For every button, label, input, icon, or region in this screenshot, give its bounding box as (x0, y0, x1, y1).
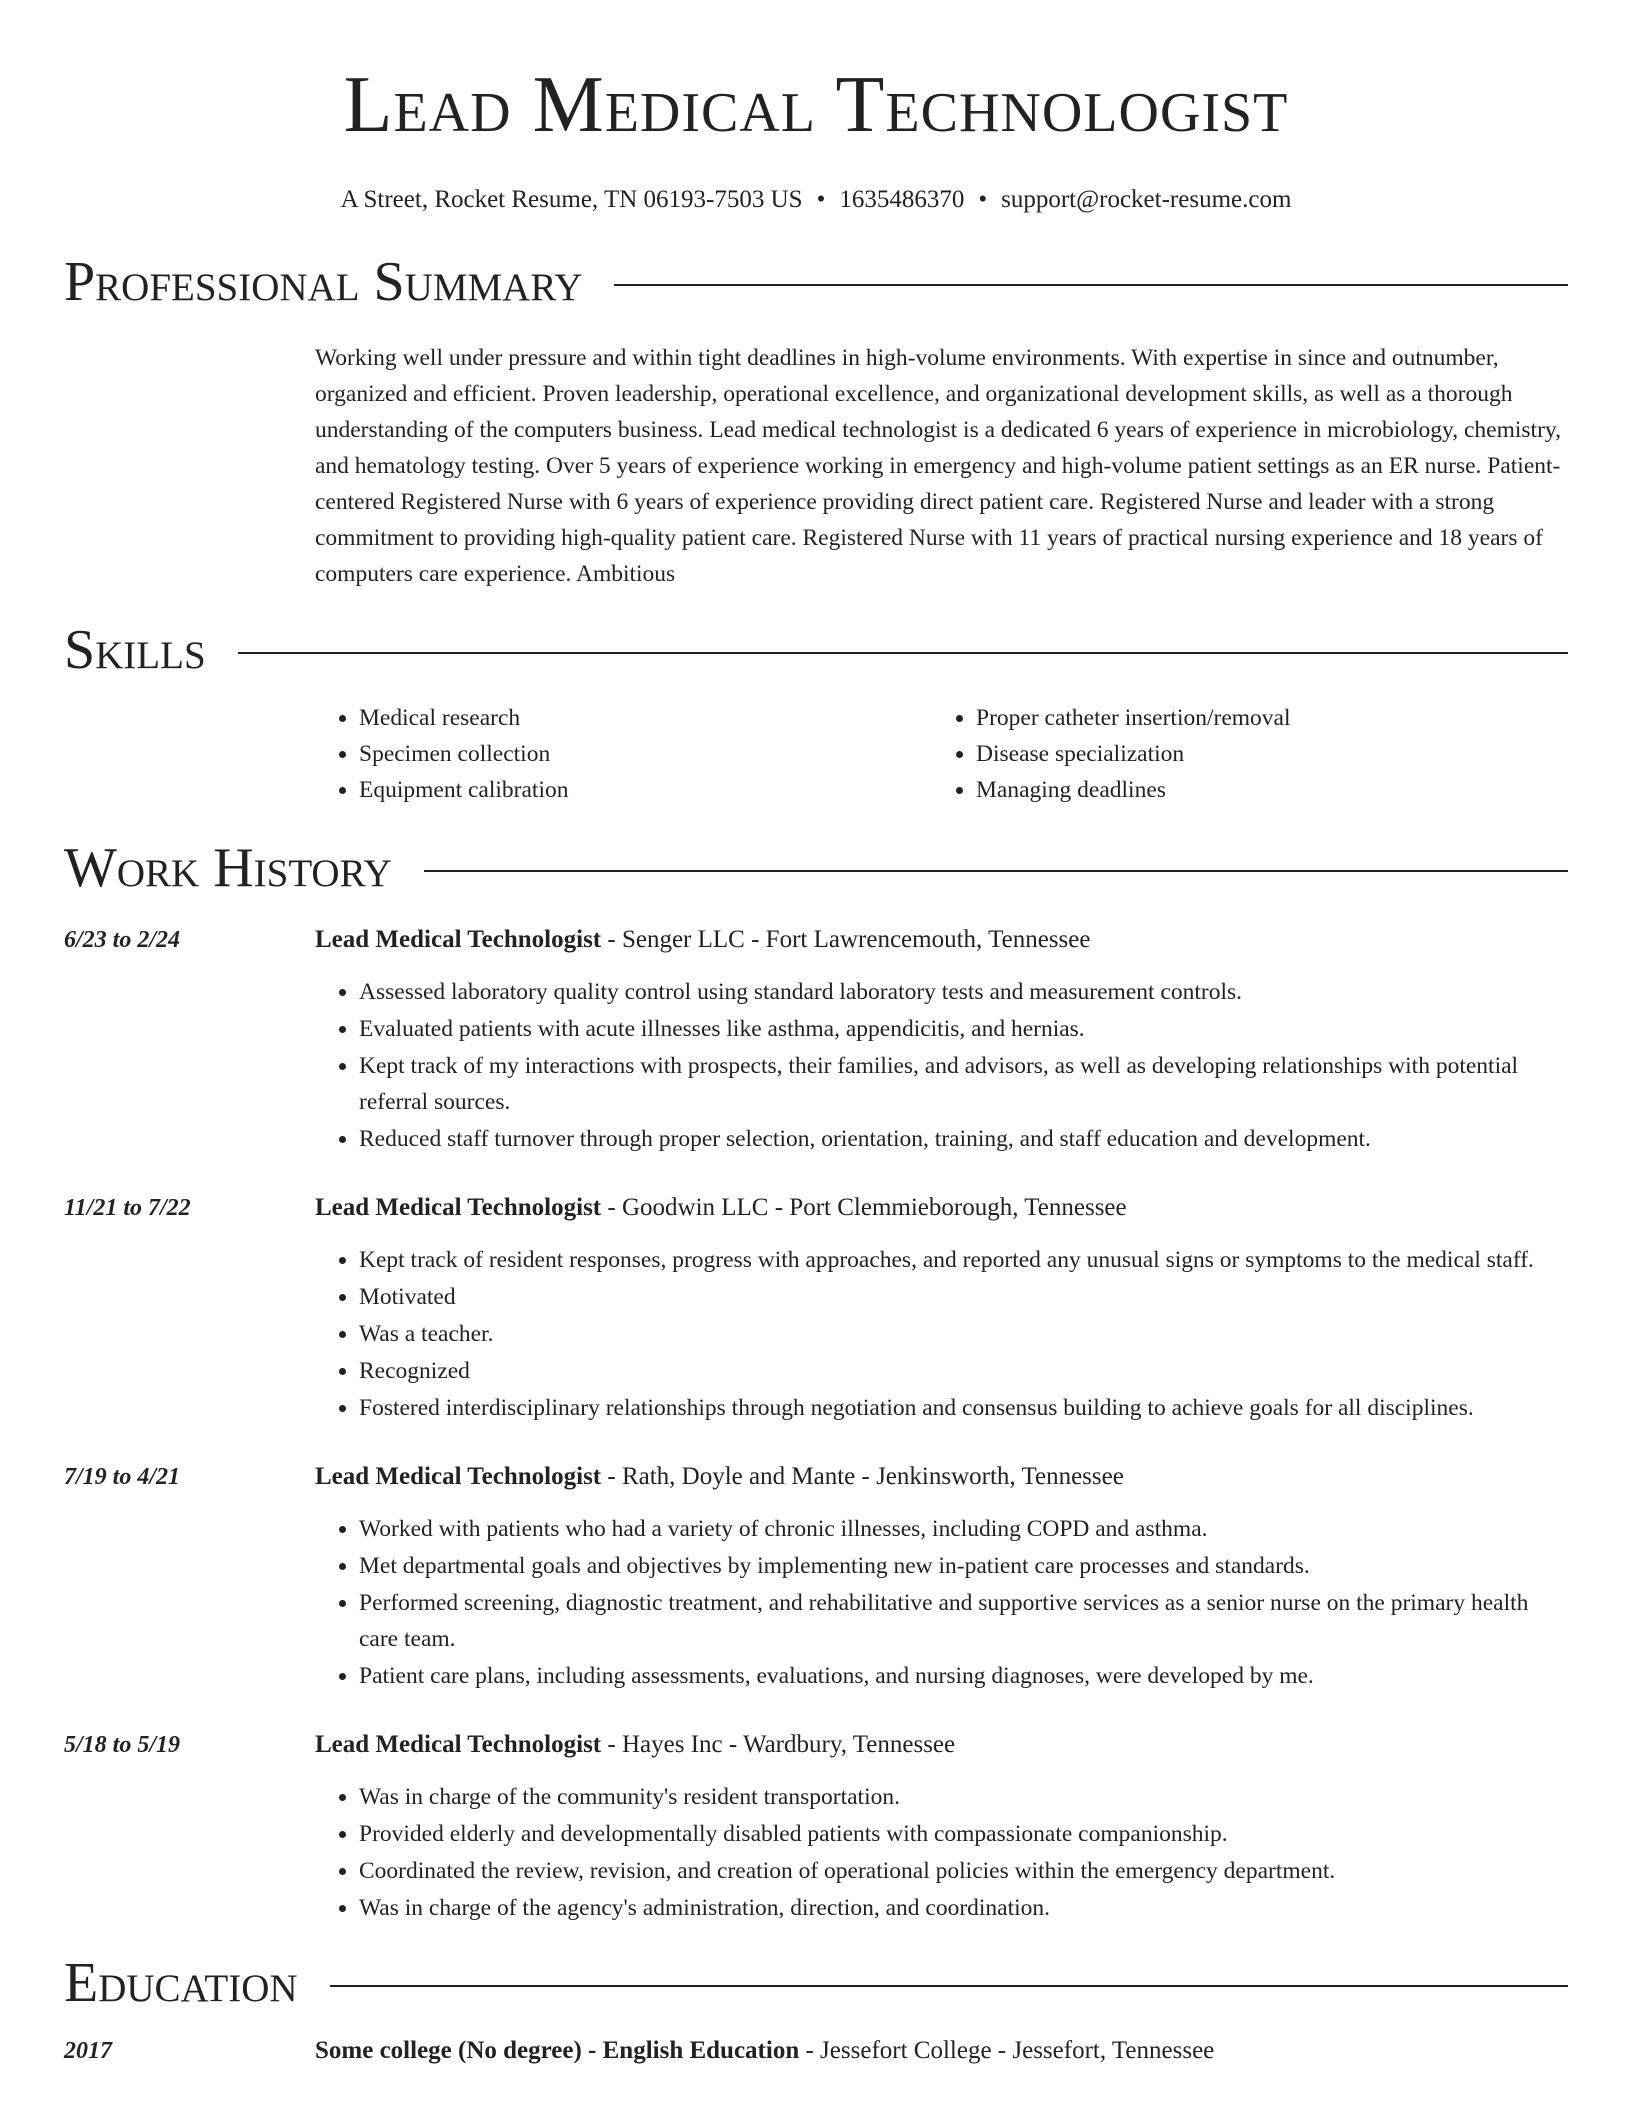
education-line (315, 2033, 1568, 2069)
job-bullets (315, 1511, 1568, 1694)
section-divider (424, 870, 1568, 872)
education-heading: Education (64, 1952, 298, 2014)
job-bullets (315, 1779, 1568, 1926)
job-bullet: • Patient care plans, including assessments, evaluations, and nursing diagnoses, were developed by me. (359, 1658, 1568, 1694)
contact-address: A Street, Rocket Resume, TN 06193-7503 US (340, 186, 803, 213)
job-entry (64, 1727, 1568, 1927)
skills-section-header (64, 618, 1568, 682)
job-entry (64, 1190, 1568, 1427)
job-bullet: • Recognized (359, 1353, 1568, 1389)
section-divider (614, 284, 1568, 286)
education-degree: Some college (No degree) - English Education (315, 2037, 800, 2064)
contact-separator: • (978, 186, 988, 213)
skills-list (315, 700, 1568, 808)
skill-item: • Proper catheter insertion/removal (976, 700, 1549, 736)
skill-item: • Managing deadlines (976, 772, 1549, 808)
section-divider (238, 652, 1568, 654)
job-bullet: • Motivated (359, 1279, 1568, 1315)
job-title-line (315, 922, 1568, 958)
job-bullet: • Kept track of my interactions with prospects, their families, and advisors, as well as developing relationships with potential referral sources. (359, 1048, 1568, 1120)
contact-email: support@rocket-resume.com (1001, 186, 1292, 213)
job-bullets (315, 974, 1568, 1157)
job-role: Lead Medical Technologist (315, 926, 602, 953)
job-title-line (315, 1459, 1568, 1495)
skill-item: • Specimen collection (359, 736, 932, 772)
job-role: Lead Medical Technologist (315, 1463, 602, 1490)
job-bullet: • Assessed laboratory quality control using standard laboratory tests and measurement controls. (359, 974, 1568, 1010)
job-role: Lead Medical Technologist (315, 1194, 602, 1221)
job-bullet: • Worked with patients who had a variety of chronic illnesses, including COPD and asthma. (359, 1511, 1568, 1547)
job-bullet: • Was in charge of the agency's administration, direction, and coordination. (359, 1890, 1568, 1926)
education-section-header (64, 1951, 1568, 2015)
skills-column-right (932, 700, 1549, 808)
summary-text: Working well under pressure and within tight deadlines in high-volume environments. With expertise in since and outnumber, organized and efficient. Proven leadership, operational excellence, and organizational development skills, as well as a thorough understanding of the computers business. Lead medical technologist is a dedicated 6 years of experience in microbiology, chemistry, and hematology testing. Over 5 years of experience working in emergency and high-volume patient settings as an ER nurse. Patient-centered Registered Nurse with 6 years of experience providing direct patient care. Registered Nurse and leader with a strong commitment to providing high-quality patient care. Registered Nurse with 11 years of practical nursing experience and 18 years of computers care experience. Ambitious (315, 345, 1561, 587)
contact-phone: 1635486370 (839, 186, 965, 213)
job-bullet: • Reduced staff turnover through proper selection, orientation, training, and staff education and development. (359, 1121, 1568, 1157)
job-bullet: • Was a teacher. (359, 1316, 1568, 1352)
job-details: - Goodwin LLC - Port Clemmieborough, Tennessee (601, 1194, 1127, 1221)
job-bullet: • Was in charge of the community's resident transportation. (359, 1779, 1568, 1815)
skills-column-left (315, 700, 932, 808)
education-details: - Jessefort College - Jessefort, Tennessee (799, 2037, 1215, 2064)
skill-item: • Disease specialization (976, 736, 1549, 772)
contact-line (0, 186, 1632, 214)
job-bullets (315, 1242, 1568, 1426)
skills-heading: Skills (64, 619, 206, 681)
skill-item: • Equipment calibration (359, 772, 932, 808)
job-bullet: • Fostered interdisciplinary relationships through negotiation and consensus building to achieve goals for all disciplines. (359, 1390, 1568, 1426)
education-entry (64, 2033, 1568, 2069)
job-role: Lead Medical Technologist (315, 1731, 602, 1758)
job-bullet: • Provided elderly and developmentally disabled patients with compassionate companionship. (359, 1816, 1568, 1852)
job-bullet: • Kept track of resident responses, progress with approaches, and reported any unusual signs or symptoms to the medical staff. (359, 1242, 1568, 1278)
job-details: - Rath, Doyle and Mante - Jenkinsworth, Tennessee (601, 1463, 1124, 1490)
summary-section-header (64, 250, 1568, 314)
job-details: - Hayes Inc - Wardbury, Tennessee (601, 1731, 956, 1758)
job-dates: 6/23 to 2/24 (64, 927, 181, 953)
education-year: 2017 (64, 2038, 112, 2064)
job-bullet: • Met departmental goals and objectives by implementing new in-patient care processes and standards. (359, 1548, 1568, 1584)
job-details: - Senger LLC - Fort Lawrencemouth, Tennessee (601, 926, 1091, 953)
summary-heading: Professional Summary (64, 251, 583, 313)
work-heading: Work History (64, 837, 392, 899)
job-bullet: • Evaluated patients with acute illnesses like asthma, appendicitis, and hernias. (359, 1011, 1568, 1047)
job-bullet: • Coordinated the review, revision, and creation of operational policies within the emergency department. (359, 1853, 1568, 1889)
resume-name: Lead Medical Technologist (343, 61, 1289, 149)
job-title-line (315, 1727, 1568, 1763)
job-dates: 5/18 to 5/19 (64, 1732, 181, 1758)
job-entry (64, 922, 1568, 1158)
job-dates: 11/21 to 7/22 (64, 1195, 191, 1221)
job-title-line (315, 1190, 1568, 1226)
job-dates: 7/19 to 4/21 (64, 1464, 181, 1490)
job-entry (64, 1459, 1568, 1695)
job-bullet: • Performed screening, diagnostic treatment, and rehabilitative and supportive services as a senior nurse on the primary health care team. (359, 1585, 1568, 1657)
work-section-header (64, 836, 1568, 900)
contact-separator: • (816, 186, 826, 213)
section-divider (330, 1985, 1568, 1987)
skill-item: • Medical research (359, 700, 932, 736)
